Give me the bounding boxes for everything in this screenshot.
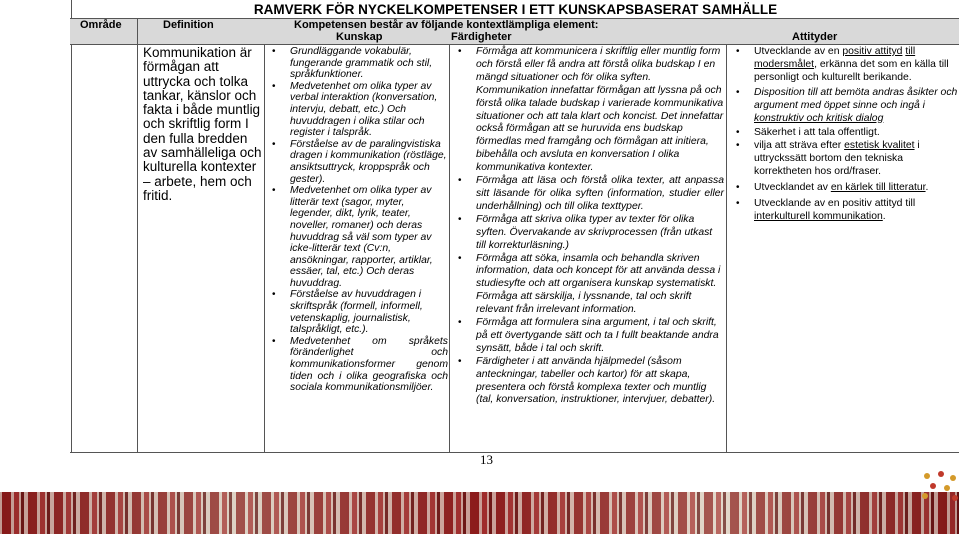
attityder-item: • Utvecklandet av en kärlek till litteratur. — [730, 182, 959, 195]
kunskap-list — [266, 46, 448, 394]
attityder-column — [730, 46, 959, 224]
header-definition: Definition — [163, 19, 214, 31]
kunskap-item: • Grundläggande vokabulär, fungerande grammatik och stil, språkfunktioner. — [266, 46, 448, 81]
fardigheter-item: • Förmåga att formulera sina argument, i tal och skrift, på ett övertygande sätt och ta I fullt beaktande andra synsätt, både i tal och skrift. — [452, 317, 724, 356]
divider-omrade — [137, 18, 138, 452]
fardigheter-item: • Färdigheter i att använda hjälpmedel (såsom anteckningar, tabeller och kartor) för att skapa, presentera och förstå komplexa texter och muntlig (tal, konversation, instruktioner, intervjuer, debatter). — [452, 356, 724, 408]
column-header-row — [70, 31, 959, 45]
attityder-item: • Utvecklande av en positiv attityd till modersmålet, erkänna det som en källa till personligt och kulturellt berikande. — [730, 46, 959, 85]
fardigheter-list — [452, 46, 724, 407]
page-number: 13 — [480, 452, 493, 467]
kunskap-item: • Medvetenhet om olika typer av litterär text (sagor, myter, legender, dikt, lyrik, teater, noveller, romaner) och deras huvuddrag så väl som typer av icke-litterär text (Cv:n, ansökningar, rapporter, artiklar, essäer, tal, etc.) Och deras huvuddrag. — [266, 185, 448, 289]
decorative-border-strip — [0, 492, 959, 534]
fardigheter-item: • Förmåga att läsa och förstå olika texter, att anpassa sitt läsande för olika syften (information, studier eller underhållning) och till olika texttyper. — [452, 175, 724, 214]
header-attityder: Attityder — [792, 31, 838, 43]
fardigheter-item: • Förmåga att skriva olika typer av texter för olika syften. Övervakande av skrivprocessen (från utkast till korrekturläsning.) — [452, 214, 724, 253]
kunskap-item: • Medvetenhet om språkets föränderlighet och kommunikationsformer genom tiden och i olika geografiska och sociala kommunikationsmiljöer. — [266, 336, 448, 394]
header-omrade: Område — [80, 19, 122, 31]
table-left-border — [71, 0, 72, 452]
page-title: RAMVERK FÖR NYCKELKOMPETENSER I ETT KUNSKAPSBASERAT SAMHÄLLE — [253, 2, 778, 17]
divider-attityder — [726, 44, 727, 452]
fardigheter-item: • Förmåga att söka, insamla och behandla skriven information, data och koncept för att använda dessa i studiesyfte och att organisera kunskap systematiskt. Förmåga att särskilja, i lyssnande, tal och skrift relevant från irrelevant information. — [452, 253, 724, 318]
omrade-definition-text: Kommunikation är förmågan att uttrycka och tolka tankar, känslor och fakta i både muntlig och skriftlig form I den fulla bredden av samhälleliga och kulturella kontexter – arbete, hem och fritid. — [143, 45, 262, 203]
kunskap-item: • Förståelse av de paralingvistiska dragen i kommunikation (röstläge, ansiktsuttryck, kroppspråk och gester). — [266, 139, 448, 185]
attityder-item: • Utvecklande av en positiv attityd till interkulturell kommunikation. — [730, 198, 959, 224]
header-fardigheter: Färdigheter — [451, 31, 512, 43]
fardigheter-item: • Förmåga att kommunicera i skriftlig eller muntlig form och förstå eller få andra att förstå olika budskap I en mängd situationer och för olika syften. Kommunikation innefattar förmågan att lyssna på och förstå olika talade budskap i varierade kommunikativa situationer och att tala klart och koncist. Det innefattar också förmågan att se huruvida ens budskap förmedlas med framgång och förmågan att initiera, bibehålla och avsluta en konversation I olika kommunikativa kontexter. — [452, 46, 724, 175]
divider-fardigheter — [449, 44, 450, 452]
fardigheter-column — [452, 46, 724, 407]
kunskap-item: • Medvetenhet om olika typer av verbal interaktion (konversation, intervju, debatt, etc.) Och huvuddragen i olika stilar och register i talspråk. — [266, 81, 448, 139]
kunskap-item: • Förståelse av huvuddragen i skriftspråk (formell, informell, vetenskaplig, journalistisk, talspråkligt, etc.). — [266, 289, 448, 335]
attityder-item: • Säkerhet i att tala offentligt. — [730, 127, 959, 140]
table-bottom-border — [70, 452, 959, 453]
attityder-item: • vilja att sträva efter estetisk kvalitet i uttryckssätt bortom den tekniska korrektheten hos ord/fraser. — [730, 140, 959, 179]
attityder-list — [730, 46, 959, 224]
attityder-item: • Disposition till att bemöta andras åsikter och argument med öppet sinne och ingå i konstruktiv och kritisk dialog — [730, 87, 959, 126]
decorative-dots — [919, 470, 959, 530]
subheader-text: Kompetensen består av följande kontextlämpliga element: — [294, 19, 599, 31]
header-kunskap: Kunskap — [336, 31, 383, 43]
kunskap-column — [266, 46, 448, 394]
